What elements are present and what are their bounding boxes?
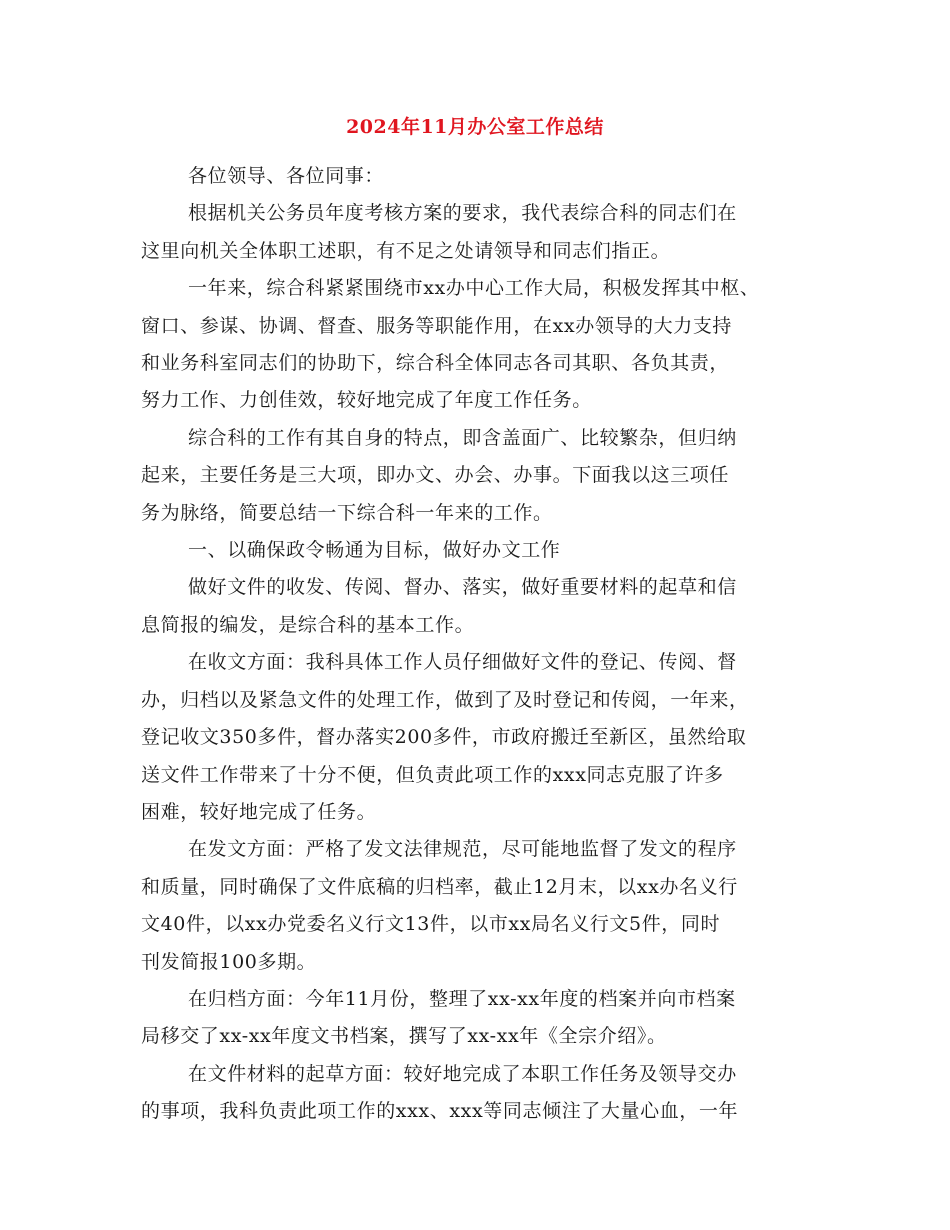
- text-line: 做好文件的收发、传阅、督办、落实，做好重要材料的起草和信: [188, 576, 737, 599]
- text-line: 困难，较好地完成了任务。: [141, 800, 377, 823]
- text-line: 在归档方面：今年11月份，整理了xx-xx年度的档案并向市档案: [188, 987, 736, 1010]
- text-line: 根据机关公务员年度考核方案的要求，我代表综合科的同志们在: [188, 202, 737, 225]
- text-line: 息简报的编发，是综合科的基本工作。: [141, 613, 475, 636]
- text-line: 和业务科室同志们的协助下，综合科全体同志各司其职、各负其责，: [141, 352, 730, 375]
- text-line: 在收文方面：我科具体工作人员仔细做好文件的登记、传阅、督: [188, 651, 737, 674]
- text-line: 和质量，同时确保了文件底稿的归档率，截止12月末，以xx办名义行: [141, 875, 738, 898]
- text-line: 局移交了xx-xx年度文书档案，撰写了xx-xx年《全宗介绍》。: [141, 1025, 667, 1048]
- text-line: 综合科的工作有其自身的特点，即含盖面广、比较繁杂，但归纳: [188, 426, 737, 449]
- text-line: 登记收文350多件，督办落实200多件，市政府搬迁至新区，虽然给取: [141, 726, 747, 749]
- text-line: 的事项，我科负责此项工作的xxx、xxx等同志倾注了大量心血，一年: [141, 1100, 739, 1123]
- text-line: 一、以确保政令畅通为目标，做好办文工作: [188, 539, 561, 562]
- text-line: 各位领导、各位同事：: [188, 165, 385, 187]
- text-line: 在发文方面：严格了发文法律规范，尽可能地监督了发文的程序: [188, 838, 737, 861]
- text-line: 务为脉络，简要总结一下综合科一年来的工作。: [141, 501, 553, 524]
- document-title: 2024年11月办公室工作总结: [346, 116, 604, 138]
- text-line: 刊发简报100多期。: [141, 950, 317, 973]
- text-line: 送文件工作带来了十分不便，但负责此项工作的xxx同志克服了许多: [141, 763, 724, 786]
- text-line: 一年来，综合科紧紧围绕市xx办中心工作大局，积极发挥其中枢、: [188, 277, 760, 300]
- text-line: 起来，主要任务是三大项，即办文、办会、办事。下面我以这三项任: [141, 464, 730, 487]
- document-body: [141, 158, 821, 1131]
- text-line: 办，归档以及紧急文件的处理工作，做到了及时登记和传阅，一年来，: [141, 688, 749, 711]
- text-line: 在文件材料的起草方面：较好地完成了本职工作任务及领导交办: [188, 1062, 737, 1085]
- text-line: 窗口、参谋、协调、督查、服务等职能作用，在xx办领导的大力支持: [141, 314, 733, 337]
- text-line: 这里向机关全体职工述职，有不足之处请领导和同志们指正。: [141, 239, 671, 262]
- text-line: 努力工作、力创佳效，较好地完成了年度工作任务。: [141, 389, 592, 412]
- text-line: 文40件，以xx办党委名义行文13件，以市xx局名义行文5件，同时: [141, 913, 721, 936]
